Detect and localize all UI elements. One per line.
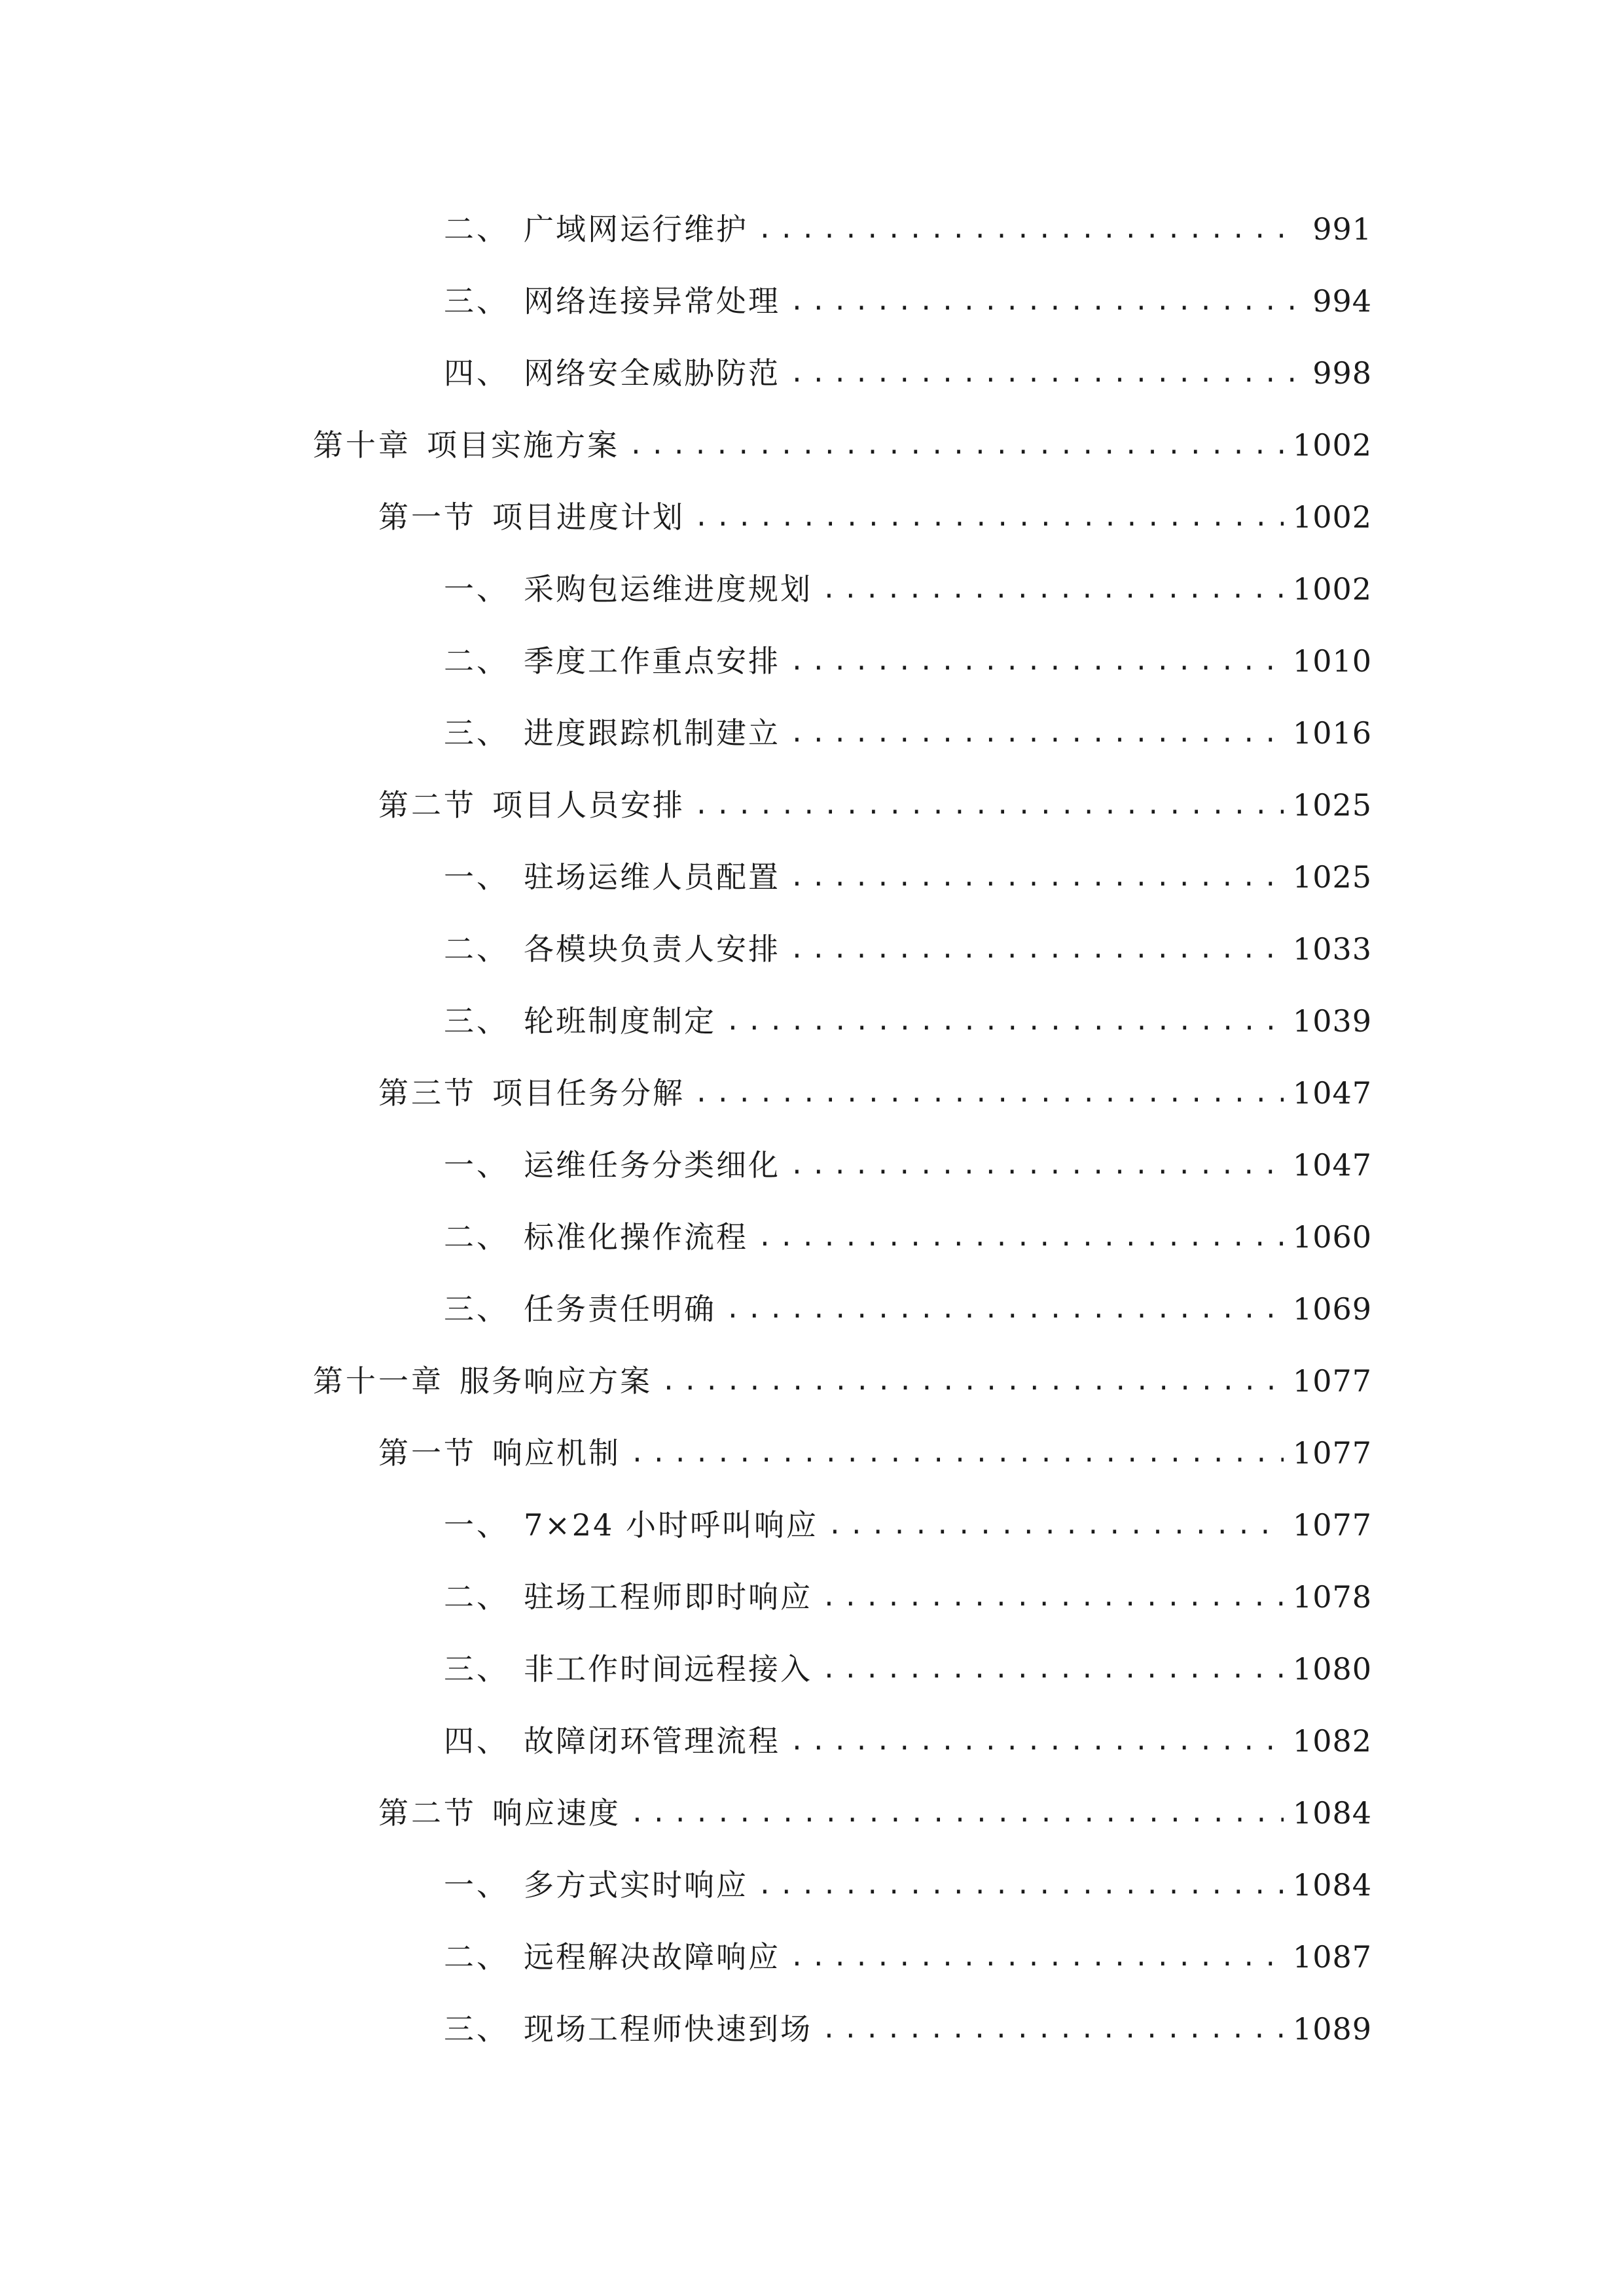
dot-leader: [789, 851, 1284, 903]
toc-entry-title: 季度工作重点安排: [524, 643, 780, 679]
toc-entry-number: 二、: [444, 1579, 509, 1615]
toc-entry-page-number: 994: [1312, 283, 1372, 319]
toc-entry-number: 三、: [444, 1651, 509, 1687]
toc-entry-title: 轮班制度制定: [524, 1003, 716, 1039]
toc-entry-number: 二、: [444, 643, 509, 679]
toc-entry-title: 现场工程师快速到场: [524, 2011, 812, 2047]
toc-entry-title: 7×24 小时呼叫响应: [524, 1507, 818, 1543]
toc-section-entry[interactable]: [378, 491, 1372, 543]
toc-entry-number: 三、: [444, 2011, 509, 2047]
toc-entry[interactable]: [444, 707, 1372, 759]
toc-section-number: 第一节: [378, 1435, 477, 1471]
toc-entry[interactable]: [444, 1571, 1372, 1623]
toc-entry[interactable]: [444, 1931, 1372, 1983]
toc-section-title: 响应速度: [492, 1795, 621, 1831]
toc-entry-title: 广域网运行维护: [524, 211, 748, 247]
dot-leader: [789, 347, 1300, 399]
toc-entry-page-number: 1078: [1292, 1579, 1372, 1615]
toc-entry-number: 四、: [444, 355, 509, 391]
toc-entry-page-number: 1077: [1292, 1507, 1372, 1543]
toc-entry-number: 一、: [444, 1867, 509, 1903]
toc-entry[interactable]: [444, 635, 1372, 687]
toc-entry[interactable]: [444, 2003, 1372, 2055]
dot-leader: [789, 923, 1284, 975]
dot-leader: [694, 491, 1284, 543]
toc-entry-page-number: 1002: [1292, 571, 1372, 607]
dot-leader: [757, 1211, 1284, 1263]
toc-chapter-title: 项目实施方案: [427, 427, 619, 463]
toc-entry-title: 远程解决故障响应: [524, 1939, 780, 1975]
toc-section-number: 第二节: [378, 1795, 477, 1831]
toc-entry-number: 二、: [444, 931, 509, 967]
toc-entry-title: 运维任务分类细化: [524, 1147, 780, 1183]
toc-entry-title: 网络安全威胁防范: [524, 355, 780, 391]
toc-entry[interactable]: [444, 1211, 1372, 1263]
toc-section-entry[interactable]: [378, 1427, 1372, 1479]
toc-entry-title: 进度跟踪机制建立: [524, 715, 780, 751]
toc-entry-page-number: 1084: [1292, 1795, 1372, 1831]
toc-entry[interactable]: [444, 347, 1372, 399]
toc-section-title: 项目人员安排: [492, 787, 685, 823]
dot-leader: [821, 1571, 1284, 1623]
toc-entry-page-number: 1077: [1292, 1363, 1372, 1399]
toc-entry-title: 采购包运维进度规划: [524, 571, 812, 607]
dot-leader: [789, 635, 1284, 687]
toc-chapter-number: 第十一章: [313, 1363, 444, 1399]
toc-entry-page-number: 1002: [1292, 427, 1372, 463]
toc-entry-page-number: 991: [1312, 211, 1372, 247]
toc-section-number: 第一节: [378, 499, 477, 535]
toc-chapter-entry[interactable]: [313, 1355, 1372, 1407]
toc-entry-number: 二、: [444, 1939, 509, 1975]
toc-entry[interactable]: [444, 923, 1372, 975]
toc-section-number: 第二节: [378, 787, 477, 823]
toc-entry-page-number: 1002: [1292, 499, 1372, 535]
toc-entry-page-number: 1060: [1292, 1219, 1372, 1255]
dot-leader: [789, 707, 1284, 759]
toc-entry-title: 各模块负责人安排: [524, 931, 780, 967]
toc-entry-number: 三、: [444, 1003, 509, 1039]
dot-leader: [694, 1067, 1284, 1119]
toc-entry-title: 标准化操作流程: [524, 1219, 748, 1255]
dot-leader: [630, 1787, 1284, 1839]
toc-entry[interactable]: [444, 1139, 1372, 1191]
dot-leader: [821, 2003, 1284, 2055]
dot-leader: [757, 1859, 1284, 1911]
dot-leader: [821, 1643, 1284, 1695]
dot-leader: [725, 995, 1284, 1047]
toc-section-entry[interactable]: [378, 1067, 1372, 1119]
dot-leader: [725, 1283, 1284, 1335]
toc-chapter-entry[interactable]: [313, 419, 1372, 471]
toc-entry-number: 三、: [444, 1291, 509, 1327]
toc-entry-number: 二、: [444, 211, 509, 247]
dot-leader: [789, 1139, 1284, 1191]
toc-entry-page-number: 1025: [1292, 787, 1372, 823]
toc-chapter-number: 第十章: [313, 427, 411, 463]
toc-entry[interactable]: [444, 851, 1372, 903]
toc-entry-page-number: 1069: [1292, 1291, 1372, 1327]
toc-entry-page-number: 1089: [1292, 2011, 1372, 2047]
toc-entry-title: 网络连接异常处理: [524, 283, 780, 319]
dot-leader: [661, 1355, 1284, 1407]
toc-section-title: 项目进度计划: [492, 499, 685, 535]
toc-entry-page-number: 1025: [1292, 859, 1372, 895]
toc-entry[interactable]: [444, 1643, 1372, 1695]
toc-entry-number: 一、: [444, 571, 509, 607]
toc-entry-title: 驻场运维人员配置: [524, 859, 780, 895]
toc-entry-page-number: 1047: [1292, 1147, 1372, 1183]
toc-entry-number: 一、: [444, 1147, 509, 1183]
toc-entry-page-number: 1033: [1292, 931, 1372, 967]
toc-entry-number: 四、: [444, 1723, 509, 1759]
toc-entry-page-number: 1010: [1292, 643, 1372, 679]
toc-entry-title: 驻场工程师即时响应: [524, 1579, 812, 1615]
toc-entry[interactable]: [444, 563, 1372, 615]
toc-entry-page-number: 1039: [1292, 1003, 1372, 1039]
toc-entry-page-number: 1016: [1292, 715, 1372, 751]
dot-leader: [694, 779, 1284, 831]
dot-leader: [827, 1499, 1284, 1551]
toc-entry-number: 一、: [444, 1507, 509, 1543]
toc-entry-page-number: 1084: [1292, 1867, 1372, 1903]
toc-section-number: 第三节: [378, 1075, 477, 1111]
toc-entry-number: 三、: [444, 715, 509, 751]
dot-leader: [789, 1931, 1284, 1983]
toc-chapter-title: 服务响应方案: [460, 1363, 652, 1399]
dot-leader: [821, 563, 1284, 615]
toc-section-entry[interactable]: [378, 1787, 1372, 1839]
toc-section-title: 项目任务分解: [492, 1075, 685, 1111]
toc-entry-title: 故障闭环管理流程: [524, 1723, 780, 1759]
toc-entry-page-number: 998: [1312, 355, 1372, 391]
dot-leader: [789, 1715, 1284, 1767]
toc-entry-page-number: 1082: [1292, 1723, 1372, 1759]
dot-leader: [628, 419, 1284, 471]
toc-entry-number: 二、: [444, 1219, 509, 1255]
toc-entry-page-number: 1077: [1292, 1435, 1372, 1471]
toc-entry-title: 非工作时间远程接入: [524, 1651, 812, 1687]
dot-leader: [789, 275, 1300, 327]
toc-entry[interactable]: [444, 995, 1372, 1047]
toc-entry-number: 一、: [444, 859, 509, 895]
toc-entry-page-number: 1087: [1292, 1939, 1372, 1975]
dot-leader: [757, 203, 1300, 255]
toc-section-entry[interactable]: [378, 779, 1372, 831]
toc-entry[interactable]: [444, 203, 1372, 255]
toc-entry[interactable]: [444, 1715, 1372, 1767]
toc-entry-title: 任务责任明确: [524, 1291, 716, 1327]
toc-section-title: 响应机制: [492, 1435, 621, 1471]
toc-entry-page-number: 1047: [1292, 1075, 1372, 1111]
toc-entry-title: 多方式实时响应: [524, 1867, 748, 1903]
toc-entry[interactable]: [444, 1499, 1372, 1551]
toc-entry[interactable]: [444, 1283, 1372, 1335]
toc-entry[interactable]: [444, 1859, 1372, 1911]
dot-leader: [630, 1427, 1284, 1479]
toc-entry-page-number: 1080: [1292, 1651, 1372, 1687]
toc-entry[interactable]: [444, 275, 1372, 327]
toc-entry-number: 三、: [444, 283, 509, 319]
